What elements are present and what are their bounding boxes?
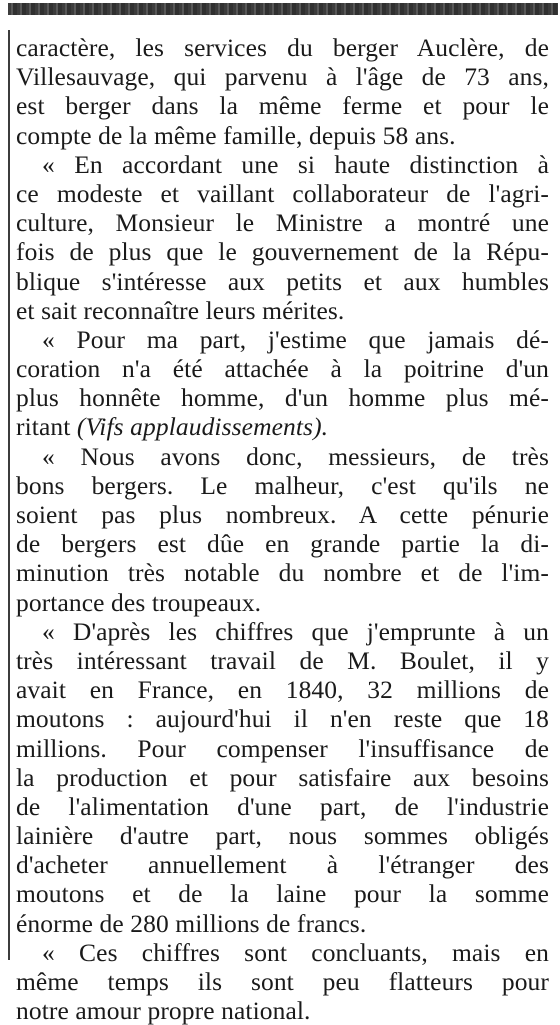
italic-aside: (Vifs applaudissements). bbox=[76, 412, 329, 442]
article-column bbox=[16, 33, 549, 1025]
text-line bbox=[16, 500, 549, 529]
text-line bbox=[16, 471, 549, 500]
text-line-content: blique s'intéresse aux petits et aux humbles bbox=[16, 266, 549, 296]
text-line bbox=[16, 792, 549, 821]
text-line-content: est berger dans la même ferme et pour le bbox=[16, 91, 549, 121]
text-line bbox=[16, 33, 549, 62]
text-line bbox=[16, 325, 549, 354]
text-line-content: « En accordant une si haute distinction à bbox=[42, 149, 549, 179]
text-line bbox=[16, 179, 549, 208]
text-line bbox=[16, 121, 549, 150]
text-line-content: « Pour ma part, j'estime que jamais dé- bbox=[42, 324, 549, 354]
text-line-content: bons bergers. Le malheur, c'est qu'ils ne bbox=[16, 470, 549, 500]
text-line bbox=[16, 150, 549, 179]
text-line-content: fois de plus que le gouvernement de la Répu- bbox=[16, 237, 549, 267]
text-line-content: même temps ils sont peu flatteurs pour bbox=[16, 967, 549, 996]
text-line-content: moutons : aujourd'hui il n'en reste que 18 bbox=[16, 704, 549, 734]
column-divider-rule bbox=[8, 30, 10, 960]
text-line-content: ce modeste et vaillant collaborateur de l'agri- bbox=[16, 178, 549, 208]
text-line-content: caractère, les services du berger Auclère, de bbox=[16, 33, 549, 62]
text-line-content: portance des troupeaux. bbox=[16, 587, 262, 617]
text-line-content: « D'après les chiffres que j'emprunte à un bbox=[42, 616, 549, 646]
text-line bbox=[16, 850, 549, 879]
text-line bbox=[16, 529, 549, 558]
text-line-content: soient pas plus nombreux. A cette pénurie bbox=[16, 500, 549, 529]
text-line-content: millions. Pour compenser l'insuffisance de bbox=[16, 733, 549, 763]
text-line bbox=[16, 763, 549, 792]
text-line-content: de l'alimentation d'une part, de l'industrie bbox=[16, 791, 549, 821]
text-line bbox=[16, 558, 549, 587]
text-line bbox=[16, 967, 549, 996]
text-line-content: lainière d'autre part, nous sommes obligés bbox=[16, 821, 549, 851]
text-line-content: « Nous avons donc, messieurs, de très bbox=[42, 441, 549, 471]
text-line-content: compte de la même famille, depuis 58 ans. bbox=[16, 120, 456, 150]
text-line bbox=[16, 383, 549, 412]
text-line-content: très intéressant travail de M. Boulet, il y bbox=[16, 645, 549, 675]
text-line bbox=[16, 879, 549, 908]
text-line-content: la production et pour satisfaire aux besoins bbox=[16, 762, 549, 792]
text-line bbox=[16, 354, 549, 383]
text-line bbox=[16, 704, 549, 733]
text-line-content: Villesauvage, qui parvenu à l'âge de 73 ans, bbox=[16, 62, 549, 92]
text-line bbox=[16, 734, 549, 763]
top-border-rule bbox=[8, 3, 558, 15]
text-line-content: minution très notable du nombre et de l'im- bbox=[16, 558, 549, 588]
text-line bbox=[16, 442, 549, 471]
text-line bbox=[16, 412, 549, 441]
text-line bbox=[16, 821, 549, 850]
text-line-content: plus honnête homme, d'un homme plus mé- bbox=[16, 383, 549, 413]
text-line bbox=[16, 267, 549, 296]
text-line-content: ritant bbox=[16, 412, 71, 442]
text-line bbox=[16, 675, 549, 704]
text-line bbox=[16, 938, 549, 967]
text-line bbox=[16, 646, 549, 675]
text-line bbox=[16, 588, 549, 617]
text-line bbox=[16, 296, 549, 325]
text-line-content: « Ces chiffres sont concluants, mais en bbox=[42, 937, 549, 967]
text-line-content: de bergers est dûe en grande partie la di- bbox=[16, 529, 549, 559]
text-line-content: culture, Monsieur le Ministre a montré une bbox=[16, 208, 549, 238]
text-line-content: moutons et de la laine pour la somme bbox=[16, 879, 549, 909]
text-line bbox=[16, 91, 549, 120]
text-line bbox=[16, 208, 549, 237]
text-line bbox=[16, 62, 549, 91]
text-line-content: énorme de 280 millions de francs. bbox=[16, 908, 367, 938]
text-line-content: et sait reconnaître leurs mérites. bbox=[16, 295, 345, 325]
text-line-content: d'acheter annuellement à l'étranger des bbox=[16, 850, 549, 880]
text-line-content: coration n'a été attachée à la poitrine d'un bbox=[16, 354, 549, 384]
text-line-content: avait en France, en 1840, 32 millions de bbox=[16, 675, 549, 705]
text-line bbox=[16, 909, 549, 938]
text-line bbox=[16, 237, 549, 266]
text-line bbox=[16, 617, 549, 646]
text-line-content: notre amour propre national. bbox=[16, 996, 311, 1025]
text-line bbox=[16, 996, 549, 1025]
